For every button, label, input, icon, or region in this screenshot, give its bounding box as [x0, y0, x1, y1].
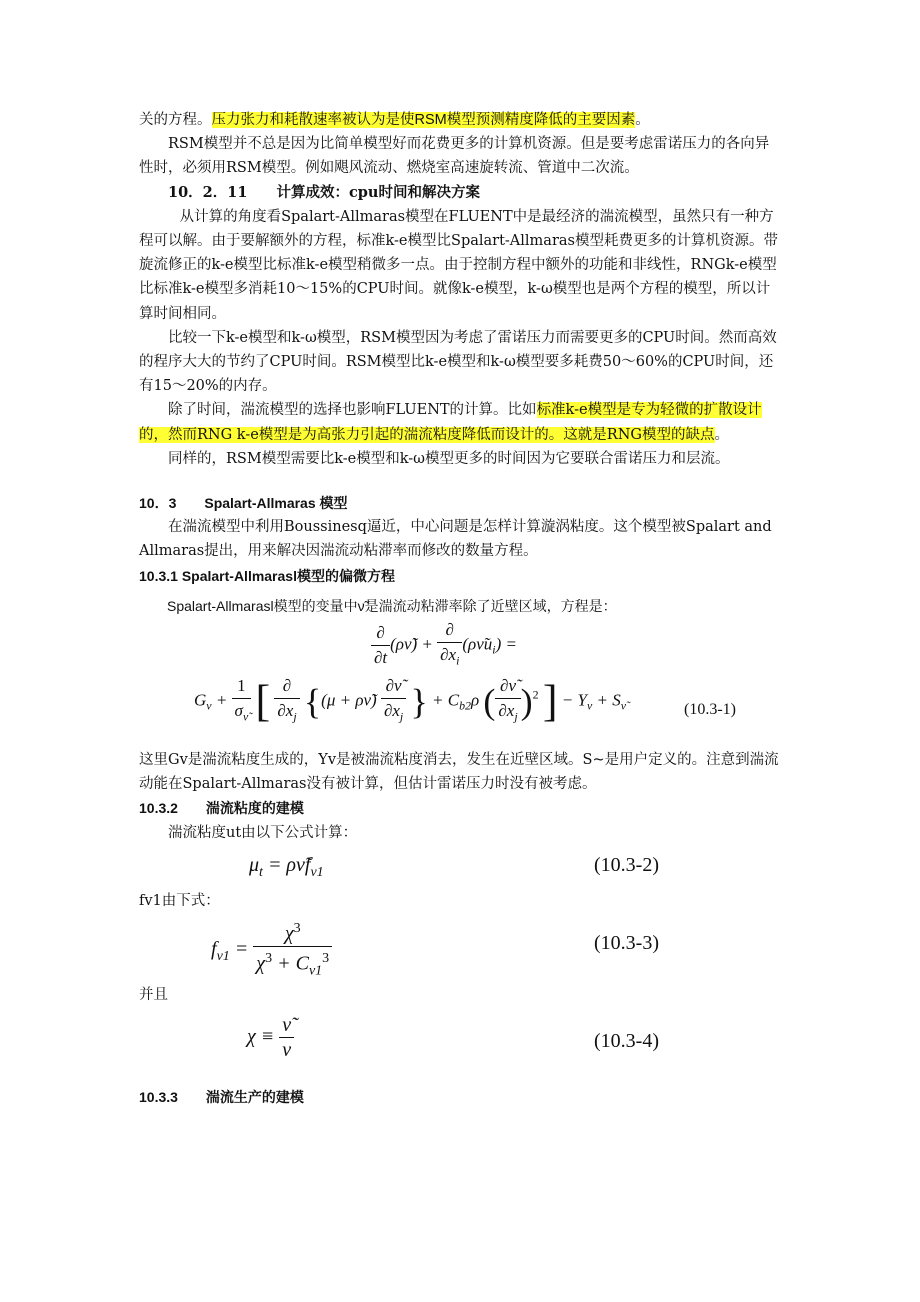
paragraph-2: RSM模型并不总是因为比简单模型好而花费更多的计算机资源。但是要考虑雷诺压力的各向异性时，必须用RSM模型。例如飓风流动、燃烧室高速旋转流、管道中二次流。 — [139, 136, 770, 177]
equation-lhs: $\frac{\partial}{\partial t}$ (ρν̃) + $\frac{\partial}{\partial x_i}$ $(\rho\nũu_i)$ = — [371, 618, 517, 673]
document-body — [139, 108, 779, 1109]
paragraph-1 — [139, 108, 779, 132]
text: 关的方程。 — [139, 112, 212, 128]
equation-10-3-1 — [139, 618, 779, 748]
paragraph-8: Spalart-Allmarasl模型的变量中ν̃是湍流动粘滞率除了近壁区域，方程是： — [167, 597, 617, 614]
paragraph-9: 这里Gv是湍流粘度生成的，Yv是被湍流粘度消去，发生在近壁区域。S~是用户定义的。注意到湍流动能在Spalart-Allmaras没有被计算，但估计雷诺压力时没有被考虑。 — [139, 752, 779, 793]
section-heading-10-2-11: 10．2．11 计算成效：cpu时间和解决方案 — [168, 183, 480, 201]
section-heading-10-3: 10．3 Spalart-Allmaras 模型 — [139, 495, 348, 512]
paragraph-3: 从计算的角度看Spalart-Allmaras模型在FLUENT中是最经济的湍流模型，虽然只有一种方程可以解。由于要解额外的方程，标准k-e模型比Spalart-Allmaras模型耗费更多的计算机资源。带旋流修正的k-e模型比标准k-e模型稍微多一点。由于控制方程中额外的功能和非线性，RNGk-e模型比标准k-e模型多消耗10～15%的CPU时间。就像k-e模型，k-ω模型也是两个方程的模型，所以计算时间相同。 — [139, 208, 778, 322]
equation-number: (10.3-1) — [684, 701, 736, 719]
equation-number: (10.3-2) — [594, 853, 659, 876]
text: 。 — [635, 112, 650, 128]
equation-10-3-4 — [139, 1007, 779, 1085]
equation-10-3-2 — [139, 845, 779, 889]
paragraph-7: 在湍流模型中利用Boussinesq逼近，中心问题是怎样计算漩涡粘度。这个模型被Spalart and Allmaras提出，用来解决因湍流动粘滞率而修改的数量方程。 — [139, 519, 772, 560]
highlighted-text: 标准k-e模型是专为轻微的扩散设计的，然而RNG k-e模型是为高张力引起的湍流粘度降低而设计的。这就是RNG模型的缺点 — [139, 402, 762, 443]
equation-rhs: $G_\nu$ + $\frac{1}{\sigma_{\nũ}}$ [ $\frac{\partial}{\partial x_j}$ {(μ + ρν̃) $\frac{\partial\nũ}{\partial x_j}$ } + $C_{b2}\rho$ ( $\frac{\partial\nũ}{\partial x_j}$ )$^2$ ] − $Y_\nu + S_{\nũ}$ — [194, 676, 626, 726]
paragraph-6: 同样的，RSM模型需要比k-e模型和k-ω模型更多的时间因为它要联合雷诺压力和层流。 — [168, 450, 730, 467]
subsection-heading-10-3-3: 10.3.3 湍流生产的建模 — [139, 1089, 304, 1106]
equation-10-3-3 — [139, 913, 779, 983]
paragraph-10: 湍流粘度ut由以下公式计算： — [168, 824, 358, 841]
text: 除了时间，湍流模型的选择也影响FLUENT的计算。比如 — [168, 402, 537, 419]
equation-number: (10.3-4) — [594, 1030, 659, 1053]
subsection-heading-10-3-1: 10.3.1 Spalart-Allmarasl模型的偏微方程 — [139, 567, 395, 584]
equation-number: (10.3-3) — [594, 932, 659, 955]
highlighted-text: 压力张力和耗散速率被认为是使RSM模型预测精度降低的主要因素 — [211, 112, 636, 128]
equation-body: $f_{v1}$ = $\frac{\chi^3}{\chi^3 + C_{v1}^3}$ — [211, 917, 332, 984]
paragraph-12: 并且 — [139, 987, 168, 1004]
subsection-heading-10-3-2: 10.3.2 湍流粘度的建模 — [139, 800, 304, 817]
text: 。 — [714, 426, 729, 443]
paragraph-5 — [139, 398, 779, 446]
paragraph-4: 比较一下k-e模型和k-ω模型，RSM模型因为考虑了雷诺压力而需要更多的CPU时间。然而高效的程序大大的节约了CPU时间。RSM模型比k-e模型和k-ω模型要多耗费50～60%的CPU时间，还有15～20%的内存。 — [139, 329, 777, 395]
equation-body: χ ≡ $\frac{\nũ}{\nu}$ — [247, 1013, 294, 1062]
equation-body: $\mu_t$ = $\rho\nũf_{v1}$ — [249, 853, 324, 880]
paragraph-11: fv1由下式： — [139, 892, 220, 909]
